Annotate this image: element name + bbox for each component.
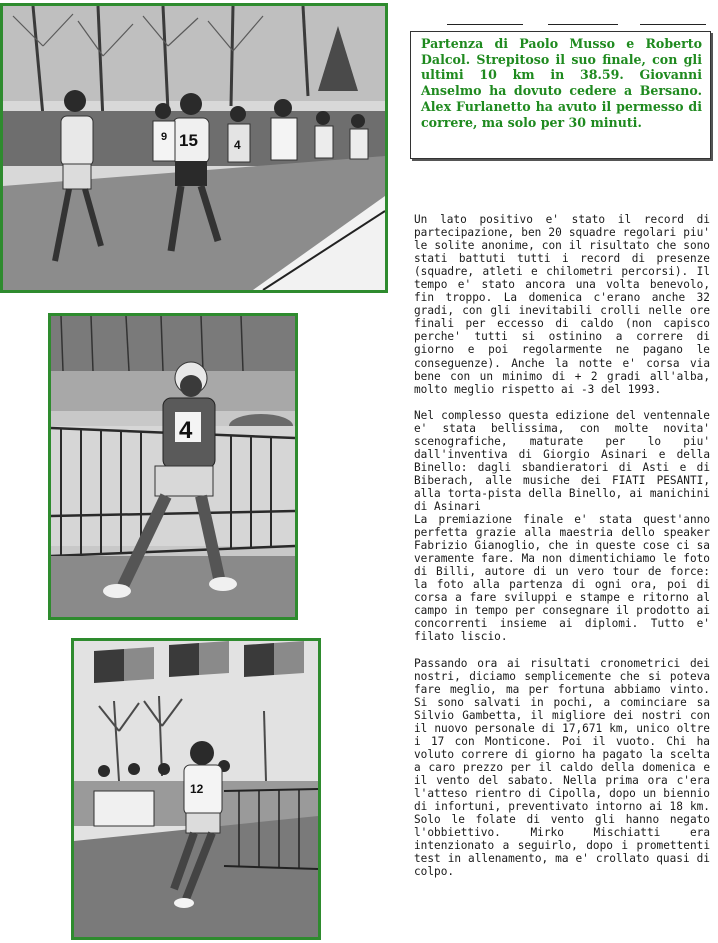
finish-photo: [71, 638, 321, 940]
article-paragraph-participation: Un lato positivo e' stato il record di partecipazione, ben 20 squadre regolari piu' le solite anonime, con il risultato che sono stati battuti tutti i record di presenze (squadre, atleti e chilometri percorsi). Il tempo e' stato ancora una volta benevolo, fin troppo. La domenica c'erano anche 32 gradi, con gli inevitabili crolli nelle ore finali per eccesso di caldo (non capisco perche' tutti si ostinino a correre di giorno e poi regolarmente ne pagano le conseguenze). Anche la notte e' corsa via bene con un minimo di + 2 gradi all'alba, molto meglio rispetto ai -3 del 1993.: [414, 213, 710, 396]
race-start-image: [3, 6, 385, 290]
decorative-rule: [640, 24, 706, 25]
runner-photo: [48, 313, 298, 620]
runner-bib-number: 4: [179, 417, 193, 444]
caption-border-accent: [410, 121, 411, 159]
article-paragraph-results: Passando ora ai risultati cronometrici dei nostri, diciamo semplicemente che si poteva fare meglio, ma per fortuna abbiamo vinto. Si sono salvati in pochi, a cominciare sa Silvio Gambetta, il migliore dei nostri con il nuovo personale di 17,671 km, unico oltre i 17 con Monticone. Poi il vuoto. Chi ha voluto correre di giorno ha pagato la scelta a caro prezzo per il caldo della domenica e il vento del sabato. Nella prima ora c'era l'atteso rientro di Cipolla, dopo un biennio di infortuni, preventivato intorno ai 18 km. Solo le folate di vento gli hanno negato l'obbiettivo. Mirko Mischiatti era intenzionato a seguirlo, dopo i promettenti test in allenamento, ma e' crollato quasi di colpo.: [414, 656, 710, 879]
bib-number-left: 9: [161, 131, 168, 143]
photo-caption: Partenza di Paolo Musso e Roberto Dalcol. Strepitoso il suo finale, con gli ultimi 10 km in 38.59. Giovanni Anselmo ha dovuto cedere a Bersano. Alex Furlanetto ha avuto il permesso di correre, ma solo per 30 minuti.: [410, 31, 711, 159]
article-paragraph-awards: La premiazione finale e' stata quest'anno perfetta grazie alla maestria dello speaker Fabrizio Gianoglio, che in queste cose ci sa veramente fare. Ma non dimentichiamo le foto di Billi, autore di un vero tour de force: la foto alla partenza di ogni ora, poi di corsa a fare sviluppi e stampe e ritorno al campo in tempo per consegnare il prodotto ai concorrenti insieme ai diplomi. Tutto e' filato liscio.: [414, 513, 710, 644]
finish-image: [74, 641, 318, 937]
bib-number-center: 15: [179, 131, 198, 150]
decorative-rule: [447, 24, 523, 25]
bib-number-right: 4: [234, 138, 241, 152]
article-body: [414, 213, 710, 891]
article-paragraph-edition: Nel complesso questa edizione del ventennale e' stata bellissima, con molte novita' scenografiche, maturate per lo piu' dall'inventiva di Giorgio Asinari e della Binello: dagli sbandieratori di Asti e di Biberach, alle musiche dei FIATI PESANTI, alla torta-pista della Binello, ai manichini di Asinari: [414, 408, 710, 513]
runner-image: [51, 316, 295, 617]
finish-bib-number: 12: [190, 782, 204, 796]
decorative-rule: [548, 24, 618, 25]
race-start-photo: [0, 3, 388, 293]
